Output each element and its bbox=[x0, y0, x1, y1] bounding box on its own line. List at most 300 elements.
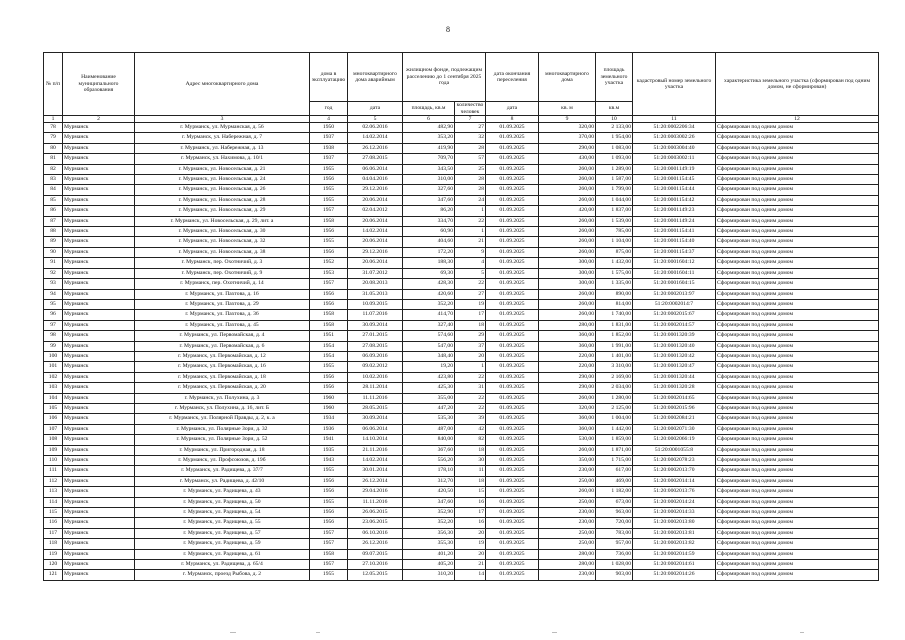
header-cadastral: кадастровый номер земельного участка bbox=[633, 53, 716, 116]
cell-people-count: 1 bbox=[455, 362, 486, 372]
table-row bbox=[44, 195, 879, 205]
table-row bbox=[44, 414, 879, 424]
cell-row-no: 109 bbox=[44, 445, 63, 455]
cell-year-built: 1958 bbox=[310, 216, 348, 226]
cell-resettle-area: 334,70 bbox=[403, 216, 455, 226]
cell-municipality: Мурманск bbox=[63, 175, 135, 185]
cell-municipality: Мурманск bbox=[63, 414, 135, 424]
cell-emergency-date: 10.09.2015 bbox=[348, 299, 403, 309]
cell-people-count: 22 bbox=[455, 403, 486, 413]
cell-cadastral: 51:20:0001154:42 bbox=[633, 195, 716, 205]
cell-land-characteristic: Сформирован под одним домом bbox=[716, 403, 879, 413]
table-row bbox=[44, 164, 879, 174]
table-row bbox=[44, 497, 879, 507]
page-number: 8 bbox=[446, 25, 450, 34]
table-row bbox=[44, 123, 879, 133]
cell-year-built: 1956 bbox=[310, 487, 348, 497]
cell-row-no: 120 bbox=[44, 560, 63, 570]
cell-year-built: 1951 bbox=[310, 331, 348, 341]
cell-land-area: 1 004,00 bbox=[596, 414, 633, 424]
cell-land-area: 2 034,00 bbox=[596, 383, 633, 393]
cell-municipality: Мурманск bbox=[63, 164, 135, 174]
cell-row-no: 110 bbox=[44, 456, 63, 466]
cell-land-characteristic: Сформирован под одним домом bbox=[716, 549, 879, 559]
cell-year-built: 1956 bbox=[310, 518, 348, 528]
cell-emergency-date: 12.05.2015 bbox=[348, 570, 403, 580]
cell-row-no: 99 bbox=[44, 341, 63, 351]
cell-cadastral: 51:20:0001154:44 bbox=[633, 185, 716, 195]
cell-resettle-date: 01.09.2025 bbox=[486, 445, 539, 455]
cell-row-no: 92 bbox=[44, 268, 63, 278]
cell-building-area: 260,00 bbox=[539, 289, 596, 299]
cell-resettle-area: 343,50 bbox=[403, 164, 455, 174]
cell-year-built: 1957 bbox=[310, 560, 348, 570]
cell-row-no: 102 bbox=[44, 372, 63, 382]
cell-municipality: Мурманск bbox=[63, 185, 135, 195]
cell-municipality: Мурманск bbox=[63, 154, 135, 164]
cell-year-built: 1957 bbox=[310, 539, 348, 549]
cell-row-no: 93 bbox=[44, 279, 63, 289]
cell-people-count: 17 bbox=[455, 310, 486, 320]
cell-building-area: 230,00 bbox=[539, 508, 596, 518]
cell-building-area: 360,00 bbox=[539, 414, 596, 424]
table-row bbox=[44, 403, 879, 413]
subheader-sqm2: кв.м bbox=[596, 102, 633, 116]
scan-edge-marks bbox=[0, 630, 905, 640]
cell-cadastral: 51:20:0001154:45 bbox=[633, 175, 716, 185]
cell-address: г. Мурманск, пер. Охотничий, д. 3 bbox=[135, 258, 310, 268]
cell-cadastral: 51:20:0001604:12 bbox=[633, 258, 716, 268]
cell-cadastral: 51:20:0001149:24 bbox=[633, 216, 716, 226]
cell-resettle-area: 487,00 bbox=[403, 424, 455, 434]
cell-resettle-date: 01.09.2025 bbox=[486, 560, 539, 570]
cell-land-area: 957,00 bbox=[596, 539, 633, 549]
cell-cadastral: 51:20:0002084:21 bbox=[633, 414, 716, 424]
cell-people-count: 27 bbox=[455, 289, 486, 299]
cell-cadastral: 51:20:0002014:33 bbox=[633, 508, 716, 518]
cell-land-characteristic: Сформирован под одним домом bbox=[716, 476, 879, 486]
cell-year-built: 1955 bbox=[310, 362, 348, 372]
cell-building-area: 290,00 bbox=[539, 383, 596, 393]
cell-municipality: Мурманск bbox=[63, 372, 135, 382]
cell-land-characteristic: Сформирован под одним домом bbox=[716, 341, 879, 351]
table-row bbox=[44, 528, 879, 538]
cell-land-area: 1 799,00 bbox=[596, 185, 633, 195]
column-number-row bbox=[44, 116, 879, 123]
cell-emergency-date: 26.12.2016 bbox=[348, 539, 403, 549]
cell-address: г. Мурманск, ул. Пахтова, д. 45 bbox=[135, 320, 310, 330]
cell-row-no: 106 bbox=[44, 414, 63, 424]
cell-cadastral: 51:20:0002013:82 bbox=[633, 539, 716, 549]
cell-resettle-area: 425,30 bbox=[403, 383, 455, 393]
cell-address: г. Мурманск, ул. Первомайская, д. 18 bbox=[135, 372, 310, 382]
cell-resettle-area: 352,90 bbox=[403, 508, 455, 518]
table-row bbox=[44, 435, 879, 445]
cell-land-characteristic: Сформирован под одним домом bbox=[716, 164, 879, 174]
cell-land-characteristic: Сформирован под одним домом bbox=[716, 383, 879, 393]
cell-land-area: 1 432,00 bbox=[596, 258, 633, 268]
cell-year-built: 1935 bbox=[310, 445, 348, 455]
cell-land-area: 1 539,00 bbox=[596, 216, 633, 226]
cell-row-no: 119 bbox=[44, 549, 63, 559]
cell-row-no: 91 bbox=[44, 258, 63, 268]
cell-cadastral: 51:20:0003004:40 bbox=[633, 143, 716, 153]
cell-emergency-date: 31.07.2012 bbox=[348, 268, 403, 278]
cell-land-area: 1 575,00 bbox=[596, 268, 633, 278]
cell-land-characteristic: Сформирован под одним домом bbox=[716, 143, 879, 153]
cell-building-area: 430,00 bbox=[539, 154, 596, 164]
cell-resettle-area: 401,20 bbox=[403, 549, 455, 559]
cell-land-area: 617,00 bbox=[596, 466, 633, 476]
cell-people-count: 18 bbox=[455, 320, 486, 330]
cell-row-no: 107 bbox=[44, 424, 63, 434]
cell-row-no: 118 bbox=[44, 539, 63, 549]
cell-emergency-date: 06.06.2014 bbox=[348, 424, 403, 434]
cell-building-area: 370,00 bbox=[539, 133, 596, 143]
cell-land-area: 1 028,00 bbox=[596, 560, 633, 570]
cell-resettle-date: 01.09.2025 bbox=[486, 133, 539, 143]
cell-resettle-date: 01.09.2025 bbox=[486, 320, 539, 330]
table-row bbox=[44, 299, 879, 309]
cell-people-count: 29 bbox=[455, 331, 486, 341]
cell-cadastral: 51:20:0001154:40 bbox=[633, 237, 716, 247]
cell-emergency-date: 23.06.2015 bbox=[348, 518, 403, 528]
cell-land-characteristic: Сформирован под одним домом bbox=[716, 206, 879, 216]
cell-resettle-area: 547,00 bbox=[403, 341, 455, 351]
cell-cadastral: 51:20:0002071:30 bbox=[633, 424, 716, 434]
cell-resettle-date: 01.09.2025 bbox=[486, 393, 539, 403]
cell-resettle-area: 355,00 bbox=[403, 393, 455, 403]
cell-building-area: 220,00 bbox=[539, 351, 596, 361]
cell-building-area: 260,00 bbox=[539, 445, 596, 455]
cell-emergency-date: 30.01.2014 bbox=[348, 466, 403, 476]
table-row bbox=[44, 476, 879, 486]
cell-resettle-area: 178,10 bbox=[403, 466, 455, 476]
cell-land-characteristic: Сформирован под одним домом bbox=[716, 237, 879, 247]
table-row bbox=[44, 237, 879, 247]
cell-municipality: Мурманск bbox=[63, 560, 135, 570]
cell-emergency-date: 14.10.2014 bbox=[348, 435, 403, 445]
cell-emergency-date: 26.12.2014 bbox=[348, 476, 403, 486]
cell-address: г. Мурманск, ул. Радищева, д. 50 bbox=[135, 497, 310, 507]
cell-land-area: 1 401,00 bbox=[596, 351, 633, 361]
cell-year-built: 1952 bbox=[310, 258, 348, 268]
cell-resettle-date: 01.09.2025 bbox=[486, 299, 539, 309]
cell-municipality: Мурманск bbox=[63, 268, 135, 278]
cell-building-area: 360,00 bbox=[539, 424, 596, 434]
cell-emergency-date: 26.06.2015 bbox=[348, 508, 403, 518]
table-row bbox=[44, 289, 879, 299]
cell-land-characteristic: Сформирован под одним домом bbox=[716, 424, 879, 434]
cell-address: г. Мурманск, ул. Полярные Зори, д. 52 bbox=[135, 435, 310, 445]
cell-building-area: 220,00 bbox=[539, 362, 596, 372]
cell-municipality: Мурманск bbox=[63, 487, 135, 497]
cell-resettle-date: 01.09.2025 bbox=[486, 570, 539, 580]
cell-cadastral: 51:20:0001320:40 bbox=[633, 341, 716, 351]
header-resettle-area: жилищном фонде, подлежащим расселению до 1 сентября 2025 года bbox=[403, 53, 486, 102]
cell-row-no: 87 bbox=[44, 216, 63, 226]
cell-emergency-date: 20.06.2014 bbox=[348, 258, 403, 268]
table-row bbox=[44, 341, 879, 351]
cell-building-area: 250,00 bbox=[539, 497, 596, 507]
cell-land-area: 814,00 bbox=[596, 299, 633, 309]
cell-land-area: 2 133,00 bbox=[596, 123, 633, 133]
cell-land-area: 785,00 bbox=[596, 227, 633, 237]
cell-people-count: 20 bbox=[455, 549, 486, 559]
cell-municipality: Мурманск bbox=[63, 320, 135, 330]
cell-resettle-date: 01.09.2025 bbox=[486, 383, 539, 393]
cell-people-count: 27 bbox=[455, 123, 486, 133]
cell-building-area: 300,00 bbox=[539, 268, 596, 278]
cell-emergency-date: 26.12.2016 bbox=[348, 143, 403, 153]
cell-resettle-area: 310,00 bbox=[403, 175, 455, 185]
cell-address: г. Мурманск, ул. Новосельская, д. 28 bbox=[135, 195, 310, 205]
cell-cadastral: 51:20:0002014:24 bbox=[633, 497, 716, 507]
cell-people-count: 21 bbox=[455, 237, 486, 247]
cell-building-area: 300,00 bbox=[539, 258, 596, 268]
cell-emergency-date: 21.11.2016 bbox=[348, 445, 403, 455]
cell-land-characteristic: Сформирован под одним домом bbox=[716, 456, 879, 466]
cell-address: г. Мурманск, ул. Первомайская, д. 6 bbox=[135, 341, 310, 351]
cell-resettle-date: 01.09.2025 bbox=[486, 497, 539, 507]
cell-resettle-area: 347,60 bbox=[403, 195, 455, 205]
cell-building-area: 250,00 bbox=[539, 476, 596, 486]
cell-row-no: 86 bbox=[44, 206, 63, 216]
cell-resettle-area: 447,20 bbox=[403, 403, 455, 413]
cell-people-count: 57 bbox=[455, 154, 486, 164]
cell-people-count: 20 bbox=[455, 351, 486, 361]
cell-land-area: 469,00 bbox=[596, 476, 633, 486]
cell-emergency-date: 28.05.2015 bbox=[348, 403, 403, 413]
cell-row-no: 79 bbox=[44, 133, 63, 143]
cell-cadastral: 51:20:0002206:34 bbox=[633, 123, 716, 133]
cell-row-no: 96 bbox=[44, 310, 63, 320]
cell-municipality: Мурманск bbox=[63, 456, 135, 466]
cell-land-area: 783,00 bbox=[596, 528, 633, 538]
cell-people-count: 18 bbox=[455, 445, 486, 455]
cell-people-count: 22 bbox=[455, 372, 486, 382]
cell-cadastral: 51:20:0002014:26 bbox=[633, 570, 716, 580]
column-number: 11 bbox=[633, 116, 716, 123]
cell-land-characteristic: Сформирован под одним домом bbox=[716, 570, 879, 580]
cell-resettle-area: 352,20 bbox=[403, 518, 455, 528]
cell-people-count: 22 bbox=[455, 393, 486, 403]
cell-people-count: 1 bbox=[455, 206, 486, 216]
cell-year-built: 1955 bbox=[310, 164, 348, 174]
cell-people-count: 15 bbox=[455, 487, 486, 497]
cell-land-characteristic: Сформирован под одним домом bbox=[716, 247, 879, 257]
cell-emergency-date: 14.02.2014 bbox=[348, 227, 403, 237]
cell-resettle-area: 414,70 bbox=[403, 310, 455, 320]
cell-resettle-area: 86,20 bbox=[403, 206, 455, 216]
cell-row-no: 80 bbox=[44, 143, 63, 153]
column-number: 12 bbox=[716, 116, 879, 123]
cell-municipality: Мурманск bbox=[63, 279, 135, 289]
cell-cadastral: 51:20:0002078:23 bbox=[633, 456, 716, 466]
cell-row-no: 94 bbox=[44, 289, 63, 299]
cell-year-built: 1956 bbox=[310, 247, 348, 257]
cell-emergency-date: 10.02.2016 bbox=[348, 372, 403, 382]
cell-building-area: 260,00 bbox=[539, 310, 596, 320]
cell-land-area: 3 310,00 bbox=[596, 362, 633, 372]
subheader-date2: дата bbox=[486, 102, 539, 116]
header-year-built: дома в эксплуатацию bbox=[310, 53, 348, 102]
cell-row-no: 121 bbox=[44, 570, 63, 580]
cell-resettle-date: 01.09.2025 bbox=[486, 466, 539, 476]
cell-row-no: 103 bbox=[44, 383, 63, 393]
header-row-no: № п/п bbox=[44, 53, 63, 116]
cell-land-characteristic: Сформирован под одним домом bbox=[716, 154, 879, 164]
cell-people-count: 1 bbox=[455, 227, 486, 237]
cell-resettle-date: 01.09.2025 bbox=[486, 539, 539, 549]
cell-people-count: 11 bbox=[455, 466, 486, 476]
cell-row-no: 98 bbox=[44, 331, 63, 341]
table-row bbox=[44, 227, 879, 237]
cell-municipality: Мурманск bbox=[63, 133, 135, 143]
cell-resettle-date: 01.09.2025 bbox=[486, 237, 539, 247]
cell-resettle-area: 367,60 bbox=[403, 445, 455, 455]
cell-address: г. Мурманск, пер. Охотничий, д. 14 bbox=[135, 279, 310, 289]
cell-people-count: 25 bbox=[455, 164, 486, 174]
cell-municipality: Мурманск bbox=[63, 341, 135, 351]
cell-people-count: 22 bbox=[455, 216, 486, 226]
cell-emergency-date: 04.04.2016 bbox=[348, 175, 403, 185]
table-row bbox=[44, 570, 879, 580]
cell-row-no: 113 bbox=[44, 487, 63, 497]
cell-row-no: 89 bbox=[44, 237, 63, 247]
cell-resettle-date: 01.09.2025 bbox=[486, 549, 539, 559]
cell-land-area: 1 837,00 bbox=[596, 206, 633, 216]
cell-land-characteristic: Сформирован под одним домом bbox=[716, 185, 879, 195]
cell-people-count: 22 bbox=[455, 279, 486, 289]
cell-municipality: Мурманск bbox=[63, 383, 135, 393]
cell-resettle-date: 01.09.2025 bbox=[486, 279, 539, 289]
cell-year-built: 1955 bbox=[310, 570, 348, 580]
cell-cadastral: 51:20:0002013:97 bbox=[633, 289, 716, 299]
cell-land-area: 2 169,00 bbox=[596, 372, 633, 382]
cell-building-area: 320,00 bbox=[539, 123, 596, 133]
cell-resettle-date: 01.09.2025 bbox=[486, 247, 539, 257]
cell-land-area: 1 289,00 bbox=[596, 164, 633, 174]
cell-resettle-date: 01.09.2025 bbox=[486, 258, 539, 268]
cell-year-built: 1934 bbox=[310, 414, 348, 424]
subheader-area: площадь, кв.м bbox=[403, 102, 455, 116]
table-row bbox=[44, 320, 879, 330]
cell-resettle-date: 01.09.2025 bbox=[486, 456, 539, 466]
cell-land-area: 736,00 bbox=[596, 549, 633, 559]
cell-emergency-date: 11.11.2016 bbox=[348, 393, 403, 403]
cell-people-count: 20 bbox=[455, 528, 486, 538]
table-row bbox=[44, 185, 879, 195]
cell-municipality: Мурманск bbox=[63, 299, 135, 309]
table-row bbox=[44, 331, 879, 341]
table-row bbox=[44, 539, 879, 549]
cell-building-area: 280,00 bbox=[539, 549, 596, 559]
cell-row-no: 78 bbox=[44, 123, 63, 133]
cell-municipality: Мурманск bbox=[63, 518, 135, 528]
cell-cadastral: 51:20:0002013:81 bbox=[633, 528, 716, 538]
cell-year-built: 1955 bbox=[310, 185, 348, 195]
cell-building-area: 260,00 bbox=[539, 164, 596, 174]
cell-land-characteristic: Сформирован под одним домом bbox=[716, 123, 879, 133]
housing-registry-table bbox=[43, 52, 879, 581]
cell-year-built: 1938 bbox=[310, 143, 348, 153]
cell-emergency-date: 06.09.2016 bbox=[348, 351, 403, 361]
cell-building-area: 320,00 bbox=[539, 403, 596, 413]
cell-land-characteristic: Сформирован под одним домом bbox=[716, 216, 879, 226]
cell-resettle-date: 01.09.2025 bbox=[486, 528, 539, 538]
cell-land-characteristic: Сформирован под одним домом bbox=[716, 133, 879, 143]
cell-emergency-date: 09.07.2015 bbox=[348, 549, 403, 559]
cell-municipality: Мурманск bbox=[63, 570, 135, 580]
cell-people-count: 28 bbox=[455, 143, 486, 153]
table-row bbox=[44, 424, 879, 434]
cell-land-area: 903,00 bbox=[596, 570, 633, 580]
cell-emergency-date: 30.09.2014 bbox=[348, 320, 403, 330]
cell-building-area: 230,00 bbox=[539, 570, 596, 580]
subheader-people: количество человек bbox=[455, 102, 486, 116]
column-number: 2 bbox=[63, 116, 135, 123]
cell-people-count: 21 bbox=[455, 560, 486, 570]
cell-year-built: 1958 bbox=[310, 320, 348, 330]
cell-address: г. Мурманск, ул. Набережная, д. 13 bbox=[135, 143, 310, 153]
cell-resettle-date: 01.09.2025 bbox=[486, 206, 539, 216]
cell-municipality: Мурманск bbox=[63, 310, 135, 320]
table-row bbox=[44, 143, 879, 153]
cell-emergency-date: 09.02.2012 bbox=[348, 362, 403, 372]
cell-land-characteristic: Сформирован под одним домом bbox=[716, 175, 879, 185]
cell-land-characteristic: Сформирован под одним домом bbox=[716, 528, 879, 538]
cell-resettle-area: 60,90 bbox=[403, 227, 455, 237]
cell-year-built: 1950 bbox=[310, 123, 348, 133]
cell-resettle-area: 356,30 bbox=[403, 528, 455, 538]
cell-municipality: Мурманск bbox=[63, 351, 135, 361]
cell-cadastral: 51:20:0002066:19 bbox=[633, 435, 716, 445]
cell-emergency-date: 11.07.2016 bbox=[348, 310, 403, 320]
cell-cadastral: 51:20:0001604:15 bbox=[633, 279, 716, 289]
table-row bbox=[44, 247, 879, 257]
cell-address: г. Мурманск, ул. Радищева, д. 54 bbox=[135, 508, 310, 518]
cell-year-built: 1958 bbox=[310, 310, 348, 320]
cell-land-characteristic: Сформирован под одним домом bbox=[716, 466, 879, 476]
cell-land-characteristic: Сформирован под одним домом bbox=[716, 445, 879, 455]
cell-address: г. Мурманск, ул. Набережная, д. 7 bbox=[135, 133, 310, 143]
cell-address: г. Мурманск, ул. Новосельская, д. 29, лит. а bbox=[135, 216, 310, 226]
cell-resettle-date: 01.09.2025 bbox=[486, 310, 539, 320]
cell-cadastral: 51:20:0002013:70 bbox=[633, 466, 716, 476]
cell-row-no: 83 bbox=[44, 175, 63, 185]
cell-row-no: 117 bbox=[44, 528, 63, 538]
cell-row-no: 112 bbox=[44, 476, 63, 486]
cell-resettle-area: 420,50 bbox=[403, 487, 455, 497]
cell-address: г. Мурманск, ул. Новосельская, д. 26 bbox=[135, 185, 310, 195]
cell-land-area: 1 871,00 bbox=[596, 445, 633, 455]
cell-building-area: 280,00 bbox=[539, 320, 596, 330]
cell-cadastral: 51:20:0001154:37 bbox=[633, 247, 716, 257]
cell-building-area: 530,00 bbox=[539, 435, 596, 445]
cell-year-built: 1941 bbox=[310, 435, 348, 445]
cell-land-characteristic: Сформирован под одним домом bbox=[716, 393, 879, 403]
cell-year-built: 1956 bbox=[310, 383, 348, 393]
cell-address: г. Мурманск, ул. Первомайская, д. 4 bbox=[135, 331, 310, 341]
cell-emergency-date: 14.02.2014 bbox=[348, 456, 403, 466]
cell-year-built: 1954 bbox=[310, 351, 348, 361]
cell-row-no: 114 bbox=[44, 497, 63, 507]
cell-resettle-date: 01.09.2025 bbox=[486, 154, 539, 164]
cell-cadastral: 51:20:0001320:47 bbox=[633, 362, 716, 372]
cell-row-no: 90 bbox=[44, 247, 63, 257]
cell-land-characteristic: Сформирован под одним домом bbox=[716, 372, 879, 382]
